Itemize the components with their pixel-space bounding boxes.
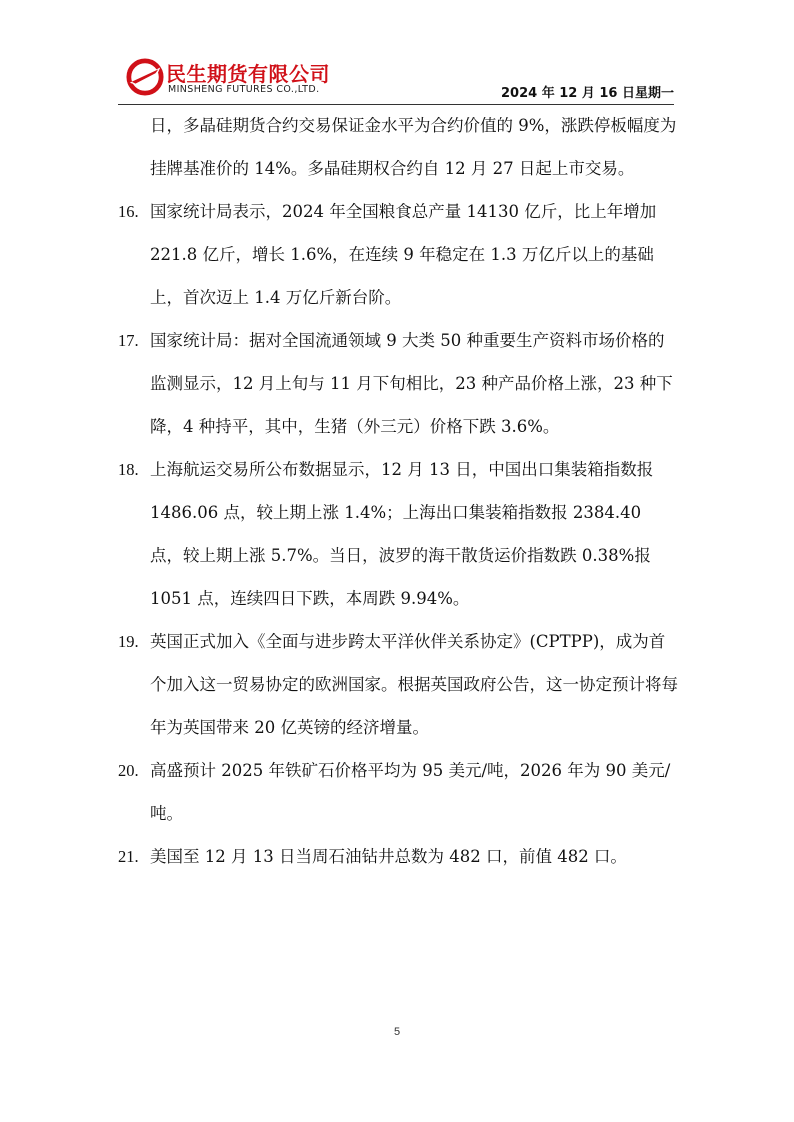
document-body [118,104,678,878]
item-number: 17. [118,331,139,350]
company-name-cn: 民生期货有限公司 [166,62,330,86]
item-text: 高盛预计 2025 年铁矿石价格平均为 95 美元/吨，2026 年为 90 美元/吨。 [150,761,671,823]
list-item-16 [118,190,678,319]
list-item-19 [118,620,678,749]
list-item-21 [118,835,678,878]
item-text: 国家统计局：据对全国流通领域 9 大类 50 种重要生产资料市场价格的监测显示，12 月上旬与 11 月下旬相比，23 种产品价格上涨，23 种下降，4 种持平，其中，生猪（外三元）价格下跌 3.6%。 [150,331,673,436]
company-logo-icon [126,58,164,96]
item-number: 21. [118,847,139,866]
item-number: 19. [118,632,139,651]
header-date: 2024 年 12 月 16 日星期一 [501,86,674,101]
list-item-20 [118,749,678,835]
page-header [118,52,674,105]
list-item-18 [118,448,678,620]
item-text: 美国至 12 月 13 日当周石油钻井总数为 482 口，前值 482 口。 [150,847,627,866]
item-number: 16. [118,202,139,221]
item-text: 国家统计局表示，2024 年全国粮食总产量 14130 亿斤，比上年增加 221.8 亿斤，增长 1.6%，在连续 9 年稳定在 1.3 万亿斤以上的基础上，首次迈上 1.4 万亿斤新台阶。 [150,202,657,307]
continued-paragraph: 日，多晶硅期货合约交易保证金水平为合约价值的 9%，涨跌停板幅度为挂牌基准价的 14%。多晶硅期权合约自 12 月 27 日起上市交易。 [150,116,677,178]
item-text: 英国正式加入《全面与进步跨太平洋伙伴关系协定》(CPTPP)，成为首个加入这一贸易协定的欧洲国家。根据英国政府公告，这一协定预计将每年为英国带来 20 亿英镑的经济增量。 [150,632,678,737]
company-name-en: MINSHENG FUTURES CO.,LTD. [168,84,320,95]
item-number: 20. [118,761,139,780]
item-number: 18. [118,460,139,479]
list-item-17 [118,319,678,448]
item-text: 上海航运交易所公布数据显示，12 月 13 日，中国出口集装箱指数报 1486.06 点，较上期上涨 1.4%；上海出口集装箱指数报 2384.40 点，较上期上涨 5.7%。当日，波罗的海干散货运价指数跌 0.38%报 1051 点，连续四日下跌，本周跌 9.94%。 [150,460,654,608]
page-number: 5 [393,1026,401,1038]
